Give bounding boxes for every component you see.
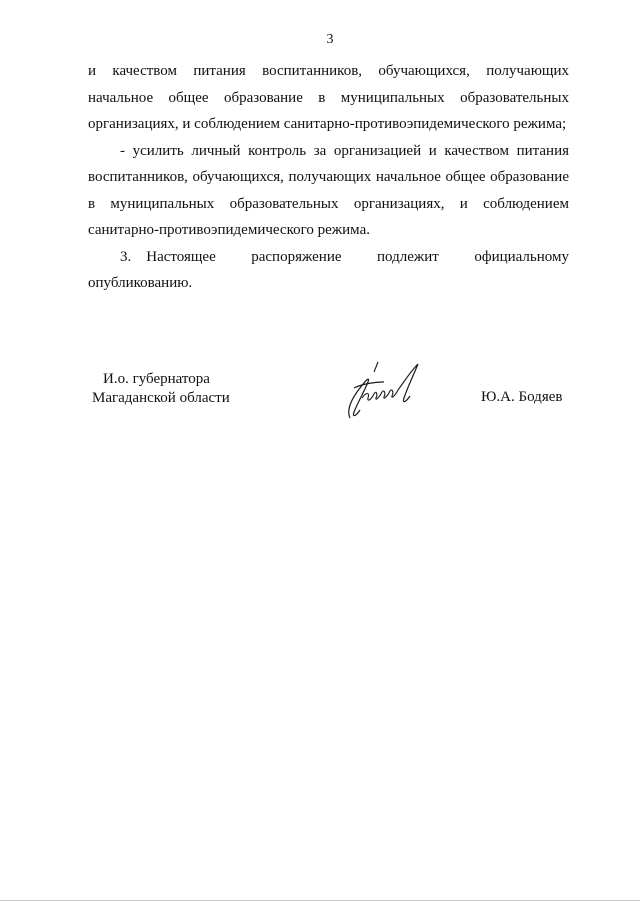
paragraph-publication: 3. Настоящее распоряжение подлежит официальному опубликованию.: [88, 248, 569, 291]
signatory-title: [92, 370, 230, 408]
page-number: 3: [326, 32, 334, 47]
document-body: [88, 58, 569, 297]
page-bottom-edge: [0, 900, 640, 901]
signatory-title-line2: Магаданской области: [92, 390, 230, 406]
paragraph-continuation: и качеством питания воспитанников, обучающихся, получающих начальное общее образование в муниципальных образовательных организациях, и соблюдением санитарно-противоэпидемического режима;: [88, 63, 569, 132]
handwritten-signature: [340, 358, 430, 428]
paragraph-control-item: - усилить личный контроль за организацией и качеством питания воспитанников, обучающихся, получающих начальное общее образование в муниципальных образовательных организациях, и соблюдением санитарно-противоэпидемического режима.: [88, 142, 569, 238]
signatory-name: Ю.А. Бодяев: [481, 389, 563, 405]
signatory-title-line1: И.о. губернатора: [103, 371, 210, 387]
